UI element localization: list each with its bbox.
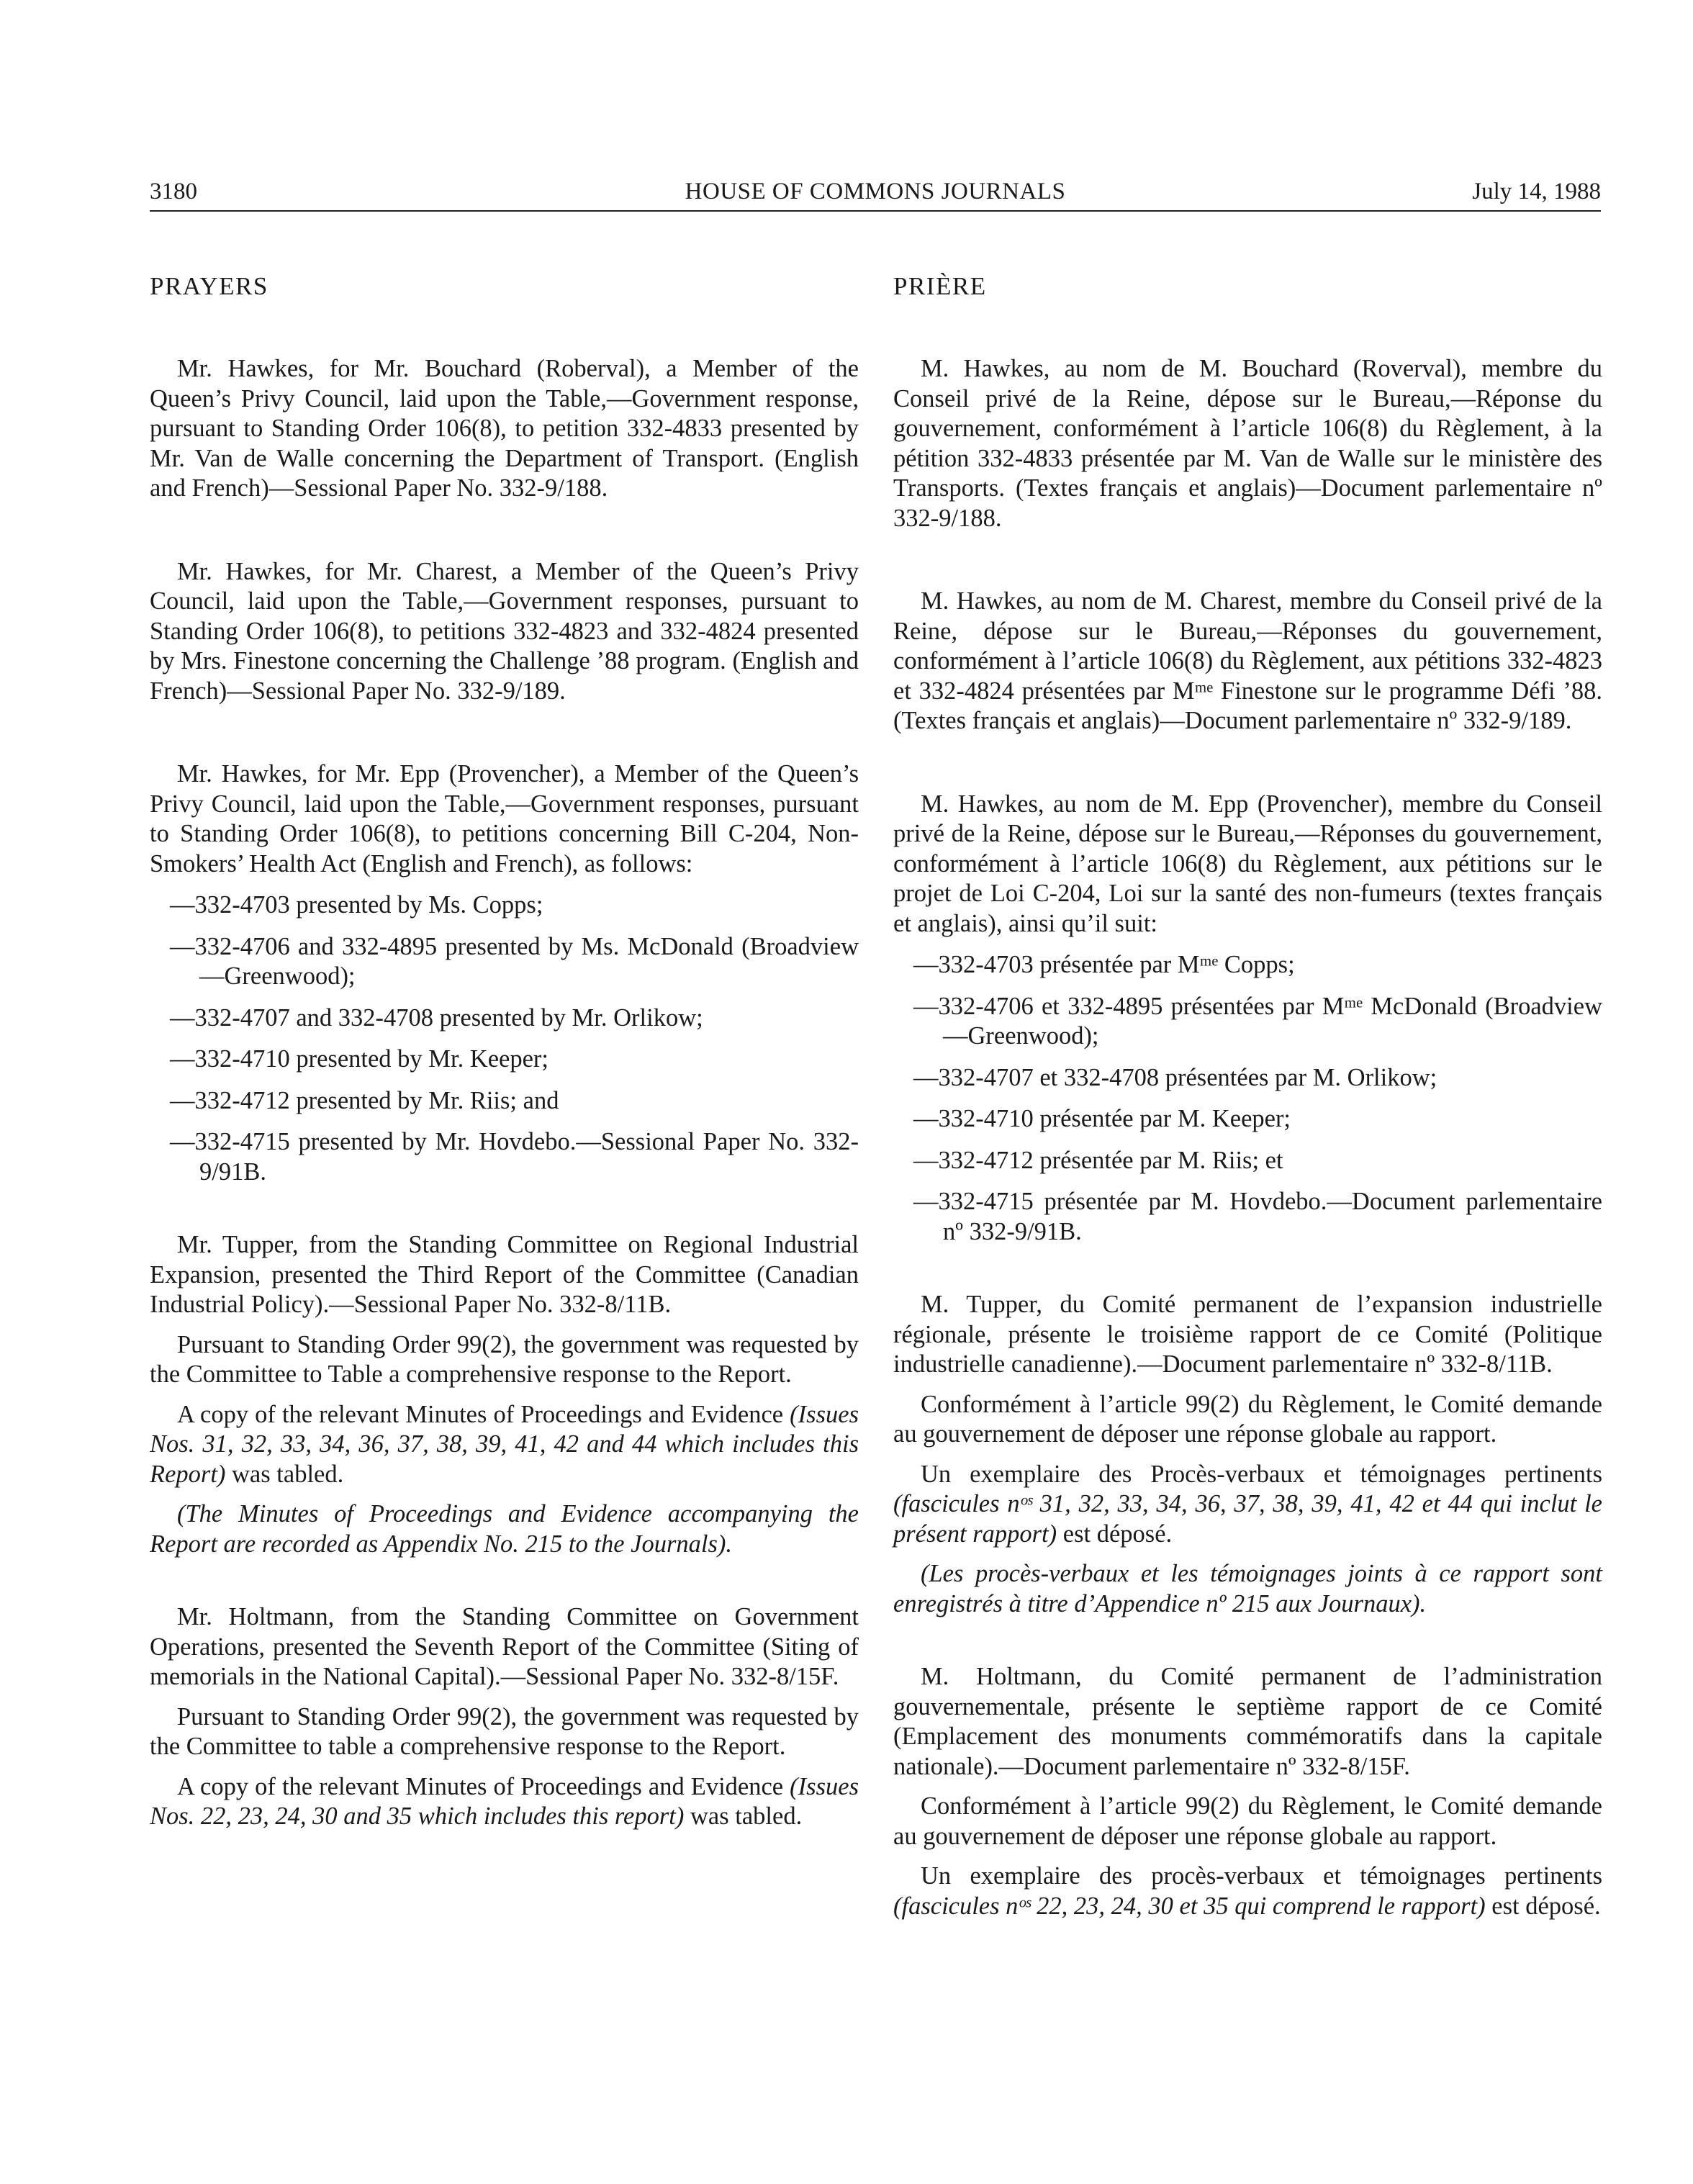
section-heading: PRAYERS (150, 272, 268, 300)
paragraph: Mr. Tupper, from the Standing Committee on Regional Industrial Expansion, presented the Third Report of the Committee (Canadian Industrial Policy).—Sessional Paper No. 332-8/11B. (150, 1231, 859, 1318)
list-item: —332-4712 presented by Mr. Riis; and (170, 1086, 559, 1114)
paragraph: M. Hawkes, au nom de M. Bouchard (Roverval), membre du Conseil privé de la Reine, dépose sur le Bureau,—Réponse du gouvernement, conformément à l’article 106(8) du Règlement, à la pétition 332-4833 présentée par M. Van de Walle sur le ministère des Transports. (Textes français et anglais)—Document parlementaire nº 332-9/188. (893, 355, 1602, 532)
list-item: —332-4715 présentée par M. Hovdebo.—Document parlementaire nº 332-9/91B. (913, 1188, 1602, 1245)
paragraph: Mr. Holtmann, from the Standing Committee on Government Operations, presented the Seventh Report of the Committee (Siting of memorials in the National Capital).—Sessional Paper No. 332-8/15F. (150, 1603, 859, 1690)
journal-title: HOUSE OF COMMONS JOURNALS (685, 179, 1066, 204)
paragraph: Mr. Hawkes, for Mr. Bouchard (Roberval), a Member of the Queen’s Privy Council, laid upon the Table,—Government response, pursuant to Standing Order 106(8), to petition 332-4833 presented by Mr. Van de Walle concerning the Department of Transport. (English and French)—Sessional Paper No. 332-9/188. (150, 355, 859, 502)
list-item: —332-4707 et 332-4708 présentées par M. Orlikow; (913, 1063, 1437, 1091)
paragraph: Conformément à l’article 99(2) du Règlement, le Comité demande au gouvernement de déposer une réponse globale au rapport. (893, 1390, 1602, 1448)
paragraph: M. Hawkes, au nom de M. Charest, membre du Conseil privé de la Reine, dépose sur le Bureau,—Réponses du gouvernement, conformément à l’article 106(8) du Règlement, aux pétitions 332-4823 et 332-4824 présentées par Mᵐᵉ Finestone sur le programme Défi ’88. (Textes français et anglais)—Document parlementaire nº 332-9/189. (893, 587, 1602, 734)
page-number: 3180 (150, 179, 197, 204)
paragraph: Pursuant to Standing Order 99(2), the government was requested by the Committee to table a comprehensive response to the Report. (150, 1702, 859, 1760)
paragraph: Un exemplaire des Procès-verbaux et témoignages pertinents (fascicules nᵒˢ 31, 32, 33, 34, 36, 37, 38, 39, 41, 42 et 44 qui inclut le présent rapport) est déposé. (893, 1460, 1602, 1548)
paragraph: Pursuant to Standing Order 99(2), the government was requested by the Committee to Table a comprehensive response to the Report. (150, 1330, 859, 1388)
french-column (893, 272, 1602, 1921)
list-item: —332-4703 presented by Ms. Copps; (170, 891, 543, 919)
paragraph: Mr. Hawkes, for Mr. Epp (Provencher), a Member of the Queen’s Privy Council, laid upon the Table,—Government responses, pursuant to Standing Order 106(8), to petitions concerning Bill C-204, Non-Smokers’ Health Act (English and French), as follows: (150, 760, 859, 877)
page-header (150, 177, 1601, 212)
list-item: —332-4710 presented by Mr. Keeper; (170, 1045, 548, 1073)
journal-date: July 14, 1988 (1472, 179, 1601, 204)
paragraph: Conformément à l’article 99(2) du Règlement, le Comité demande au gouvernement de déposer une réponse globale au rapport. (893, 1792, 1602, 1850)
section-heading: PRIÈRE (893, 272, 987, 300)
paragraph: A copy of the relevant Minutes of Proceedings and Evidence (Issues Nos. 31, 32, 33, 34, 36, 37, 38, 39, 41, 42 and 44 which includes this Report) was tabled. (150, 1400, 859, 1488)
list-item: —332-4706 and 332-4895 presented by Ms. McDonald (Broadview—Greenwood); (170, 932, 859, 990)
list-item: —332-4707 and 332-4708 presented by Mr. Orlikow; (170, 1003, 703, 1032)
paragraph: M. Hawkes, au nom de M. Epp (Provencher), membre du Conseil privé de la Reine, dépose sur le Bureau,—Réponses du gouvernement, conformément à l’article 106(8) du Règlement, aux pétitions sur le projet de Loi C-204, Loi sur la santé des non-fumeurs (textes français et anglais), ainsi qu’il suit: (893, 790, 1602, 937)
list-item: —332-4703 présentée par Mᵐᵉ Copps; (913, 951, 1295, 978)
paragraph: A copy of the relevant Minutes of Proceedings and Evidence (Issues Nos. 22, 23, 24, 30 and 35 which includes this report) was tabled. (150, 1772, 859, 1830)
paragraph: Un exemplaire des procès-verbaux et témoignages pertinents (fascicules nᵒˢ 22, 23, 24, 30 et 35 qui comprend le rapport) est déposé. (893, 1862, 1602, 1920)
appendix-note: (The Minutes of Proceedings and Evidence accompanying the Report are recorded as Appendix No. 215 to the Journals). (150, 1500, 859, 1558)
list-item: —332-4712 présentée par M. Riis; et (913, 1146, 1283, 1174)
paragraph: Mr. Hawkes, for Mr. Charest, a Member of the Queen’s Privy Council, laid upon the Table,—Government responses, pursuant to Standing Order 106(8), to petitions 332-4823 and 332-4824 presented by Mrs. Finestone concerning the Challenge ’88 program. (English and French)—Sessional Paper No. 332-9/189. (150, 557, 859, 705)
paragraph: M. Holtmann, du Comité permanent de l’administration gouvernementale, présente le septième rapport de ce Comité (Emplacement des monuments commémoratifs dans la capitale nationale).—Document parlementaire nº 332-8/15F. (893, 1663, 1602, 1780)
list-item: —332-4710 présentée par M. Keeper; (913, 1105, 1291, 1132)
paragraph: M. Tupper, du Comité permanent de l’expansion industrielle régionale, présente le troisième rapport de ce Comité (Politique industrielle canadienne).—Document parlementaire nº 332-8/11B. (893, 1291, 1602, 1378)
english-column (150, 272, 859, 1832)
appendix-note: (Les procès-verbaux et les témoignages joints à ce rapport sont enregistrés à titre d’Appendice nº 215 aux Journaux). (893, 1560, 1602, 1617)
list-item: —332-4706 et 332-4895 présentées par Mᵐᵉ McDonald (Broadview—Greenwood); (913, 992, 1602, 1050)
list-item: —332-4715 presented by Mr. Hovdebo.—Sessional Paper No. 332-9/91B. (170, 1128, 859, 1186)
